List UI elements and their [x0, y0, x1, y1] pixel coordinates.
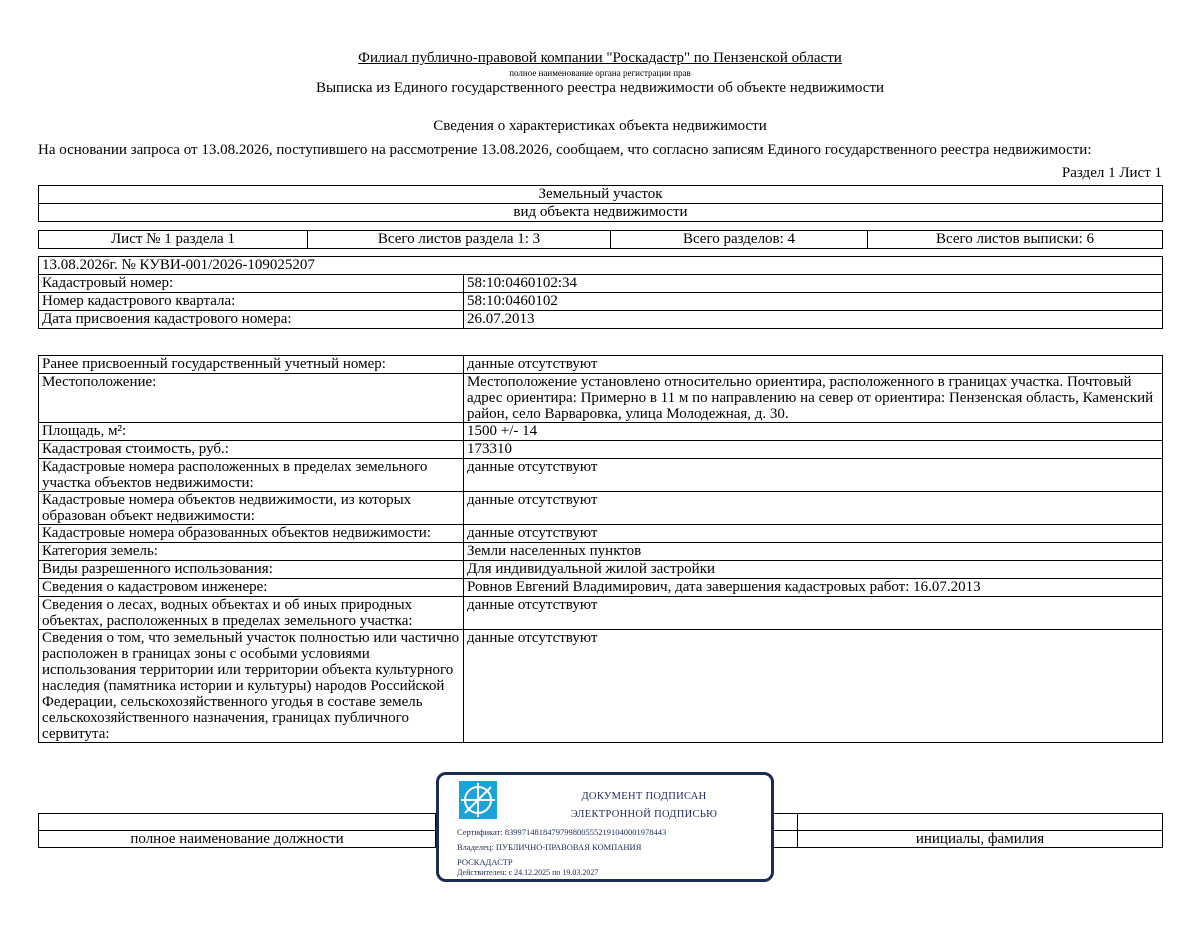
- detail-label: Сведения о лесах, водных объектах и об иных природных объектах, расположенных в пределах земельного участка:: [39, 597, 464, 630]
- detail-value: Местоположение установлено относительно ориентира, расположенного в границах участка. Почтовый адрес ориентира: Примерно в 11 м по направлению на север от ориентира: Пензенская область, Каменский район, село Варваровка, улица Молодежная, д. 30.: [464, 374, 1163, 423]
- cadastral-number-label: Кадастровый номер:: [39, 275, 464, 293]
- name-caption: инициалы, фамилия: [798, 831, 1163, 848]
- extract-number: 13.08.2026г. № КУВИ-001/2026-109025207: [39, 257, 1163, 275]
- details-table: [38, 355, 1163, 743]
- extract-sheets-total: Всего листов выписки: 6: [868, 231, 1163, 249]
- detail-label: Виды разрешенного использования:: [39, 561, 464, 579]
- stamp-validity: Действителен: с 24.12.2025 по 19.03.2027: [457, 868, 599, 877]
- assignment-date-label: Дата присвоения кадастрового номера:: [39, 311, 464, 329]
- document-subtitle: Сведения о характеристиках объекта недвижимости: [433, 118, 767, 134]
- detail-value: данные отсутствуют: [464, 492, 1163, 525]
- stamp-certificate: Сертификат: 839971481847979980055521910400019784​43: [457, 827, 667, 837]
- detail-label: Кадастровая стоимость, руб.:: [39, 441, 464, 459]
- detail-value: 1500 +/- 14: [464, 423, 1163, 441]
- section-sheets-total: Всего листов раздела 1: 3: [308, 231, 611, 249]
- stamp-owner-name: РОСКАДАСТР: [457, 857, 513, 867]
- detail-label: Площадь, м²:: [39, 423, 464, 441]
- stamp-owner: Владелец: ПУБЛИЧНО-ПРАВОВАЯ КОМПАНИЯ: [457, 842, 642, 852]
- section-sheet-label: Раздел 1 Лист 1: [1061, 165, 1162, 181]
- electronic-signature-stamp: [436, 772, 774, 882]
- detail-value: данные отсутствуют: [464, 356, 1163, 374]
- cadastral-quarter-value: 58:10:0460102: [464, 293, 1163, 311]
- detail-label: Кадастровые номера образованных объектов недвижимости:: [39, 525, 464, 543]
- position-cell: [39, 814, 436, 831]
- sheets-table: [38, 230, 1163, 249]
- detail-label: Сведения о кадастровом инженере:: [39, 579, 464, 597]
- organization-name: Филиал публично-правовой компании "Роскадастр" по Пензенской области: [358, 50, 842, 66]
- detail-value: Ровнов Евгений Владимирович, дата завершения кадастровых работ: 16.07.2013: [464, 579, 1163, 597]
- cadastral-quarter-label: Номер кадастрового квартала:: [39, 293, 464, 311]
- object-kind-table: [38, 185, 1163, 222]
- detail-value: данные отсутствуют: [464, 597, 1163, 630]
- detail-label: Кадастровые номера объектов недвижимости, из которых образован объект недвижимости:: [39, 492, 464, 525]
- organization-caption: полное наименование органа регистрации прав: [509, 68, 691, 78]
- detail-label: Ранее присвоенный государственный учетный номер:: [39, 356, 464, 374]
- sheet-number: Лист № 1 раздела 1: [39, 231, 308, 249]
- detail-label: Сведения о том, что земельный участок полностью или частично расположен в границах зоны с особыми условиями использования территории или территории объекта культурного наследия (памятника истории и культуры) народов Российской Федерации, сельскохозяйственного угодья в составе земель сельскохозяйственного назначения, границах публичного сервитута:: [39, 630, 464, 743]
- assignment-date-value: 26.07.2013: [464, 311, 1163, 329]
- object-kind-caption: вид объекта недвижимости: [39, 204, 1163, 222]
- detail-value: данные отсутствуют: [464, 525, 1163, 543]
- detail-label: Кадастровые номера расположенных в пределах земельного участка объектов недвижимости:: [39, 459, 464, 492]
- name-cell: [798, 814, 1163, 831]
- detail-value: 173310: [464, 441, 1163, 459]
- sections-total: Всего разделов: 4: [611, 231, 868, 249]
- document-title: Выписка из Единого государственного реестра недвижимости об объекте недвижимости: [315, 80, 885, 96]
- position-caption: полное наименование должности: [39, 831, 436, 848]
- detail-label: Местоположение:: [39, 374, 464, 423]
- detail-value: Земли населенных пунктов: [464, 543, 1163, 561]
- identity-table: [38, 256, 1163, 329]
- cadastral-number-value: 58:10:0460102:34: [464, 275, 1163, 293]
- stamp-title-line2: ЭЛЕКТРОННОЙ ПОДПИСЬЮ: [570, 809, 718, 820]
- object-kind-value: Земельный участок: [39, 186, 1163, 204]
- detail-value: данные отсутствуют: [464, 630, 1163, 743]
- detail-label: Категория земель:: [39, 543, 464, 561]
- detail-value: данные отсутствуют: [464, 459, 1163, 492]
- stamp-title-line1: ДОКУМЕНТ ПОДПИСАН: [581, 791, 707, 802]
- roskadastr-logo-icon: [459, 781, 497, 819]
- request-basis-text: На основании запроса от 13.08.2026, поступившего на рассмотрение 13.08.2026, сообщаем, что согласно записям Единого государственного реестра недвижимости:: [38, 142, 1092, 158]
- detail-value: Для индивидуальной жилой застройки: [464, 561, 1163, 579]
